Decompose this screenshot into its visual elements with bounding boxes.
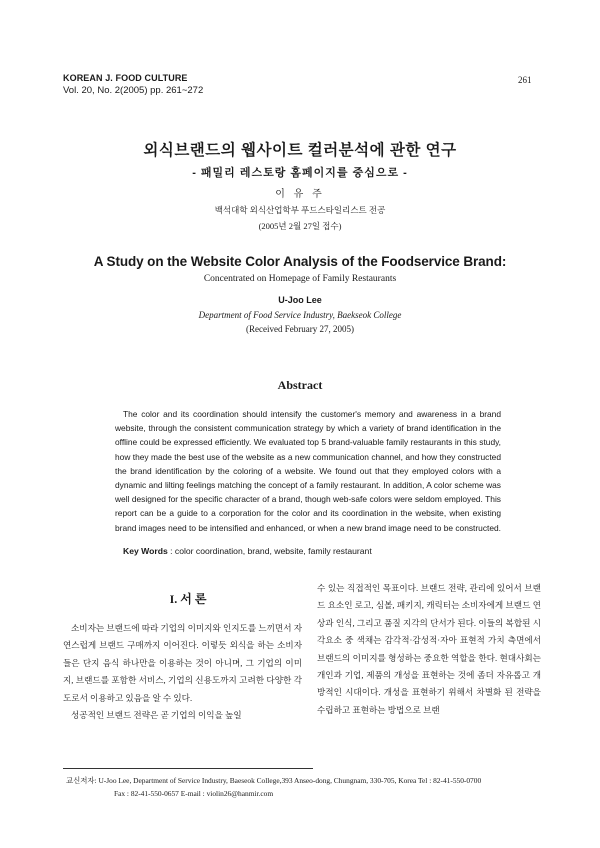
footnote-rule [63, 768, 313, 769]
keywords-list: : color coordination, brand, website, family restaurant [170, 546, 372, 556]
abstract-heading: Abstract [277, 378, 323, 392]
english-author: U-Joo Lee [278, 295, 322, 305]
page-number: 261 [518, 75, 532, 85]
english-subtitle: Concentrated on Homepage of Family Restaurants [203, 274, 397, 284]
korean-received-date: (2005년 2월 27일 접수) [258, 221, 342, 231]
footnote-contact: Fax : 82-41-550-0657 E-mail : violin26@hanmir.com [114, 789, 274, 798]
paragraph: 수 있는 직접적인 목표이다. 브랜드 전략, 관리에 있어서 브랜드 요소인 로고, 심볼, 패키지, 캐릭터는 소비자에게 브랜드 연상과 인식, 그리고 품질 지각의 단서가 된다. 이들의 복합된 시각요소 중 색채는 감각적·감성적·자아 표현적 가치 측면에서 브랜드의 이미지를 형성하는 중요한 역할을 한다. 현대사회는 개인과 기업, 제품의 개성을 표현하는 것에 좀더 자유롭고 개방적인 시대이다. 개성을 표현하기 위해서 차별화 된 전략을 수립하고 표현하는 방법으로 브랜 [317, 583, 541, 715]
footnote-correspondence: 교신저자: U-Joo Lee, Department of Service Industry, Baeseok College,393 Anseo-dong, Chungnam, 330-705, Korea Tel : 82-41-550-0700 [66, 776, 482, 785]
korean-affiliation: 백석대학 외식산업학부 푸드스타일리스트 전공 [214, 205, 386, 215]
right-column [317, 580, 541, 719]
korean-title: 외식브랜드의 웹사이트 컬러분석에 관한 연구 [143, 142, 457, 159]
english-received-date: (Received February 27, 2005) [246, 324, 354, 334]
korean-author: 이 유 주 [275, 189, 325, 200]
paragraph: 소비자는 브랜드에 따라 기업의 이미지와 인지도를 느끼면서 자연스럽게 브랜드 구매까지 이어진다. 이렇듯 외식을 하는 소비자들은 단지 음식 하나만을 이용하는 것이 아니며, 그 기업의 이미지, 브랜드를 포함한 서비스, 기업의 신용도까지 고려한 다양한 각도로서 이용하고 있음을 알 수 있다. [63, 623, 302, 703]
english-title: A Study on the Website Color Analysis of the Foodservice Brand: [93, 254, 507, 269]
left-column [63, 620, 302, 724]
keywords-label: Key Words [123, 546, 168, 556]
korean-subtitle: - 패밀리 레스토랑 홈페이지를 중심으로 - [192, 167, 408, 179]
section-heading: I. 서 론 [169, 592, 207, 606]
abstract-body: The color and its coordination should intensify the customer's memory and awareness in a brand website, through the consistent communication strategy by which a variety of brand identification in the offline could be expressed efficiently. We evaluated top 5 brand-valuable family restaurants in this study, how they made the best use of the website as a new communication channel, and how they constructed the brand identification by the coloring of a website. We found out that they employed colors with a dynamic and lilting feelings matching the concept of a family restaurant. In addition, A color scheme was well designed for the specific character of a brand, though web-safe colors were seldom employed. This report can be a guide to a corporation for the color and its coordination in the website, when existing brand images need to be intensified and enhanced, or when a new brand image need to be constructed. [115, 409, 501, 533]
journal-volume: Vol. 20, No. 2(2005) pp. 261~272 [63, 85, 204, 96]
paragraph: 성공적인 브랜드 전략은 곧 기업의 이익을 높일 [71, 710, 242, 721]
keywords [123, 546, 372, 556]
journal-name: KOREAN J. FOOD CULTURE [63, 73, 188, 83]
english-affiliation: Department of Food Service Industry, Baekseok College [198, 310, 402, 320]
